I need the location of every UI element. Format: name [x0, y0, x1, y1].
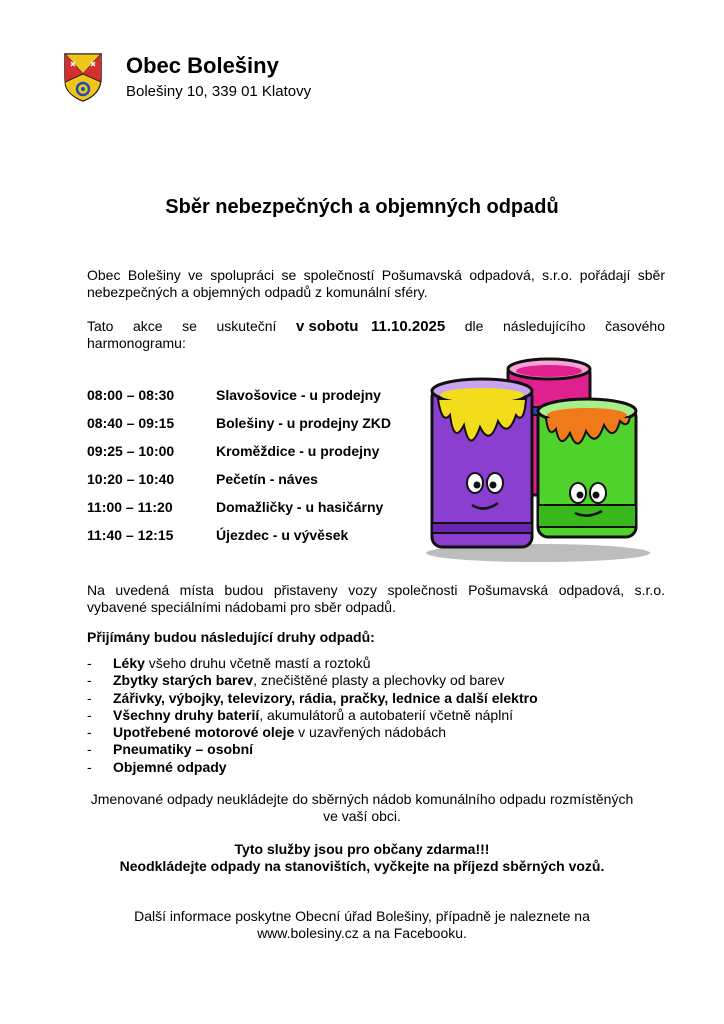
schedule-place: Domažličky - u hasičárny [216, 499, 384, 515]
date-word: Tato [87, 318, 114, 334]
storage-note [0, 791, 724, 825]
list-item [87, 724, 538, 741]
waste-list [87, 655, 538, 776]
free-service-notice [0, 841, 724, 875]
schedule-place: Pečetín - náves [216, 471, 318, 487]
list-item [87, 672, 538, 689]
free-line: Neodkládejte odpady na stanovištích, vyčkejte na příjezd sběrných vozů. [119, 858, 605, 874]
note-line: Jmenované odpady neukládejte do sběrných nádob komunálního odpadu rozmístěných [90, 791, 634, 807]
schedule-place: Bolešiny - u prodejny ZKD [216, 415, 392, 431]
date-line2: harmonogramu: [87, 335, 186, 351]
schedule-time: 09:25 – 10:00 [87, 443, 175, 459]
org-address: Bolešiny 10, 339 01 Klatovy [126, 83, 312, 100]
waste-detail: všeho druhu včetně mastí a roztoků [144, 655, 371, 671]
org-name: Obec Bolešiny [126, 53, 279, 78]
note-line: ve vaší obci. [323, 808, 401, 824]
date-word: akce [133, 318, 163, 334]
waste-detail: v uzavřených nádobách [294, 724, 447, 741]
list-item [87, 707, 538, 724]
schedule-time: 10:20 – 10:40 [87, 471, 175, 487]
date-word: dle [464, 318, 484, 334]
list-dash: - [87, 741, 92, 758]
waste-detail: , znečištěné plasty a plechovky od barev [253, 672, 505, 689]
waste-type: Léky [113, 655, 145, 671]
waste-type: Pneumatiky – osobní [113, 741, 254, 758]
list-dash: - [87, 672, 92, 689]
vehicles-paragraph: Na uvedená místa budou přistaveny vozy společnosti Pošumavská odpadová, s.r.o. vybavené speciálními nádobami pro sběr odpadů. [87, 582, 665, 615]
event-date: v sobotu 11.10.2025 [295, 318, 446, 335]
waste-detail: , akumulátorů a autobaterií včetně náplní [259, 706, 513, 723]
info-line: www.bolesiny.cz a na Facebooku. [257, 925, 467, 941]
schedule-place: Kroměždice - u prodejny [216, 443, 380, 459]
schedule-place: Slavošovice - u prodejny [216, 387, 381, 403]
waste-type: Objemné odpady [113, 758, 227, 775]
list-dash: - [87, 655, 92, 671]
info-line: Další informace poskytne Obecní úřad Bolešiny, případně je naleznete na [134, 908, 590, 924]
date-word: uskuteční [216, 318, 277, 334]
list-item [87, 741, 538, 758]
waste-type: Zářivky, výbojky, televizory, rádia, pračky, lednice a další elektro [113, 689, 538, 706]
date-word: se [182, 318, 197, 334]
list-dash: - [87, 706, 92, 723]
accepted-heading: Přijímány budou následující druhy odpadů: [87, 629, 375, 645]
list-item [87, 759, 538, 776]
list-dash: - [87, 689, 92, 706]
schedule-time: 11:00 – 11:20 [87, 499, 173, 515]
waste-type: Upotřebené motorové oleje [113, 724, 295, 741]
schedule-time: 11:40 – 12:15 [87, 527, 174, 543]
info-footer [0, 908, 724, 942]
list-dash: - [87, 758, 92, 775]
schedule-time: 08:40 – 09:15 [87, 415, 175, 431]
document-title: Sběr nebezpečných a objemných odpadů [165, 196, 559, 218]
list-item [87, 655, 538, 672]
intro-paragraph: Obec Bolešiny ve spolupráci se společností Pošumavská odpadová, s.r.o. pořádají sběr nebezpečných a objemných odpadů z komunální sféry. [87, 267, 665, 300]
date-word: následujícího [503, 318, 586, 334]
date-word: časového [605, 318, 665, 334]
list-item [87, 690, 538, 707]
coat-of-arms-icon [63, 52, 103, 102]
waste-type: Zbytky starých barev [113, 672, 254, 689]
date-paragraph [87, 318, 665, 352]
schedule-place: Újezdec - u vývěsek [216, 527, 349, 543]
free-line: Tyto služby jsou pro občany zdarma!!! [234, 841, 490, 857]
list-dash: - [87, 724, 92, 741]
paint-cans-icon [420, 355, 655, 565]
waste-type: Všechny druhy baterií [113, 706, 260, 723]
schedule-time: 08:00 – 08:30 [87, 387, 175, 403]
